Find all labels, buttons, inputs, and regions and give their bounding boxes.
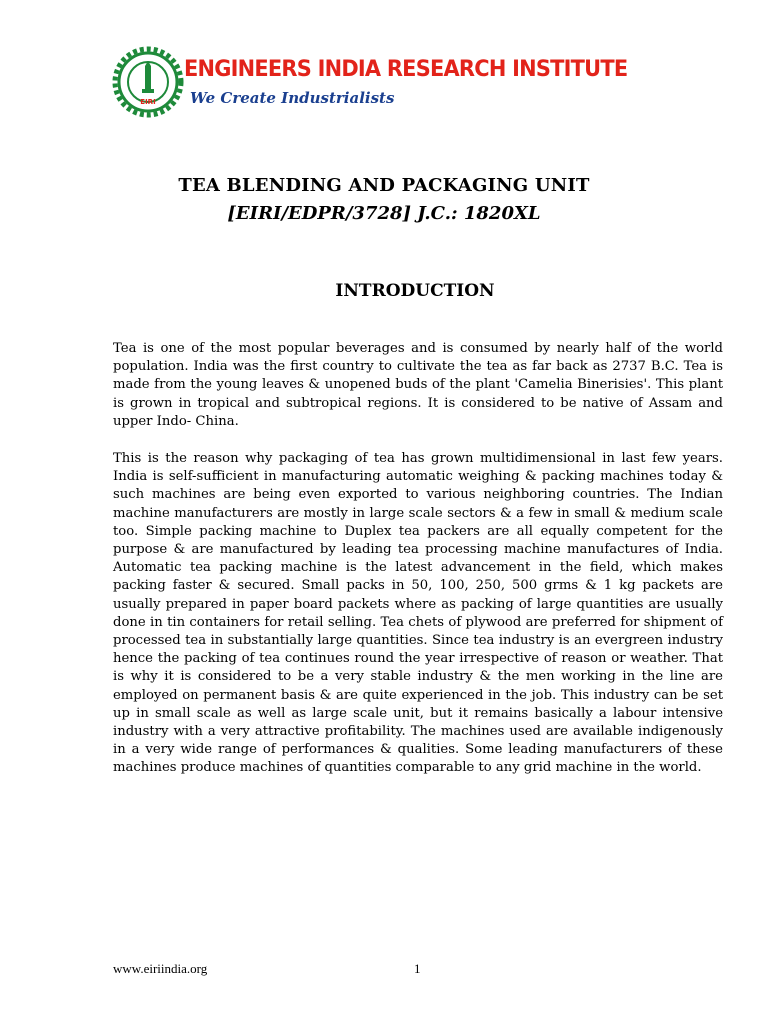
intro-paragraph-1: Tea is one of the most popular beverages and is consumed by nearly half of the world population. India was the first country to cultivate the tea as far back as 2737 B.C. Tea is made from the young leaves & unopened buds of the plant 'Camelia Binerisies'. This plant is grown in tropical and subtropical regions. It is considered to be native of Assam and upper Indo- China. [113, 341, 723, 429]
page-number: 1 [414, 961, 421, 976]
header [112, 46, 628, 122]
org-name: ENGINEERS INDIA RESEARCH INSTITUTE [184, 57, 628, 82]
logo-text: EIRI [140, 98, 156, 106]
intro-paragraph-2: This is the reason why packaging of tea has grown multidimensional in last few years. India is self-sufficient in manufacturing automatic weighing & packing machines today & such machines are being even exported to various neighboring countries. The Indian machine manufacturers are mostly in large scale sectors & a few in small & medium scale too. Simple packing machine to Duplex tea packers are all equally competent for the purpose & are manufactured by leading tea processing machine manufactures of India. Automatic tea packing machine is the latest advancement in the field, which makes packing faster & secured. Small packs in 50, 100, 250, 500 grms & 1 kg packets are usually prepared in paper board packets where as packing of large quantities are usually done in tin containers for retail selling. Tea chets of plywood are preferred for shipment of processed tea in substantially large quantities. Since tea industry is an evergreen industry hence the packing of tea continues round the year irrespective of reason or weather. That is why it is considered to be a very stable industry & the men working in the line are employed on permanent basis & are quite experienced in the job. This industry can be set up in small scale as well as large scale unit, but it remains basically a labour intensive industry with a very attractive profitability. The machines used are available indigenously in a very wide range of performances & qualities. Some leading manufacturers of these machines produce machines of quantities comparable to any grid machine in the world. [113, 451, 723, 776]
tagline: We Create Industrialists [190, 89, 395, 107]
document-code: [EIRI/EDPR/3728] J.C.: 1820XL [227, 203, 541, 224]
eiri-logo [112, 46, 184, 118]
section-heading: INTRODUCTION [335, 281, 495, 301]
footer-url[interactable]: www.eiriindia.org [113, 961, 208, 976]
document-title: TEA BLENDING AND PACKAGING UNIT [178, 175, 590, 196]
